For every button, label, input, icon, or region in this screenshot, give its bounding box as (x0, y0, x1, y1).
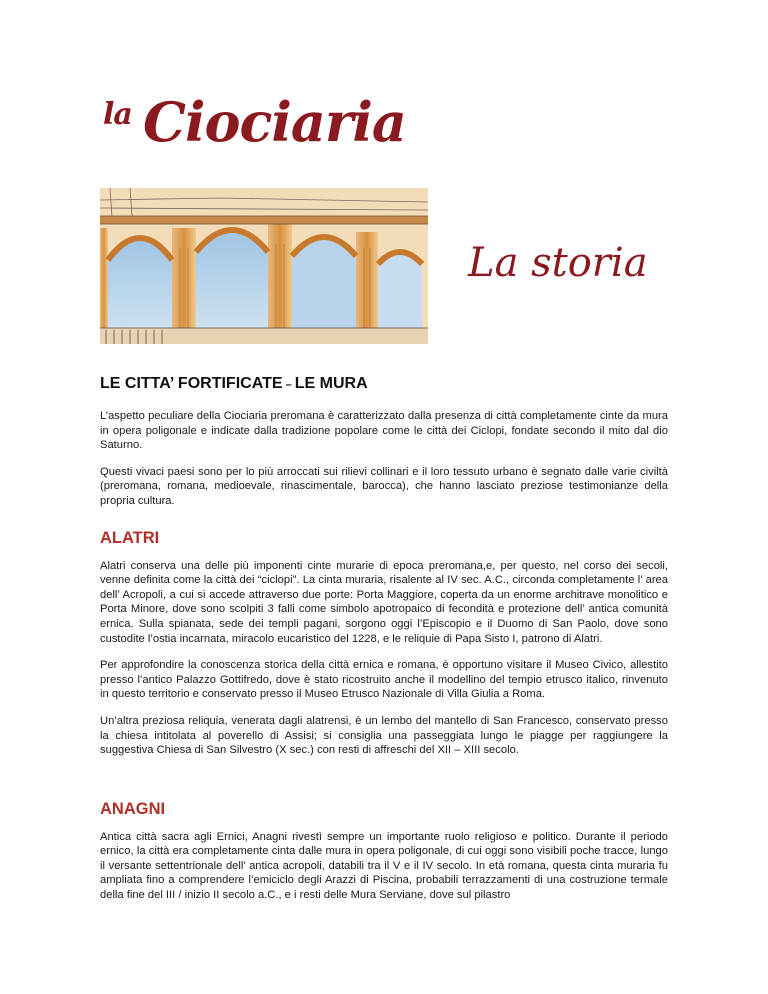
paragraph: Per approfondire la conoscenza storica della città ernica e romana, è opportuno visitare il Museo Civico, allestito presso l’antico Palazzo Gottifredo, dove è stato ricostruito anche il modellino del tempio etrusco italico, rinvenuto in questo territorio e conservato presso il Museo Etrusco Nazionale di Villa Giulia a Roma. (100, 659, 668, 701)
logo-prefix: la (103, 97, 132, 132)
section-heading-alatri: ALATRI (100, 528, 160, 547)
article-body (100, 375, 668, 915)
page-subtitle: La storia (468, 240, 648, 286)
paragraph: Questi vivaci paesi sono per lo più arroccati sui rilievi collinari e il loro tessuto urbano è segnato dalle varie civiltà (preromana, romana, medioevale, rinascimentale, barocca), che hanno lasciato preziose testimonianze della propria cultura. (100, 465, 668, 507)
paragraph: Un’altra preziosa reliquia, venerata dagli alatrensi, è un lembo del mantello di San Francesco, conservato presso la chiesa intitolata al poverello di Assisi; si consiglia una passeggiata lungo le piagge per raggiungere la suggestiva Chiesa di San Silvestro (X sec.) con resti di affreschi del XII – XIII secolo. (100, 714, 668, 757)
heading-part-b: LE MURA (294, 375, 368, 392)
arcade-illustration (100, 188, 428, 344)
section-heading-anagni: ANAGNI (100, 799, 166, 818)
heading-dash: – (282, 379, 295, 391)
spacer (100, 770, 668, 788)
paragraph: Antica città sacra agli Ernici, Anagni rivestì sempre un importante ruolo religioso e politico. Durante il periodo ernico, la città era completamente cinta dalle mura in opera poligonale, di cui oggi sono visibili poche tracce, lungo il versante settentrionale dell’ antica acropoli, databili tra il V e il IV secolo. In età romana, questa cinta muraria fu ampliata fino a comprendere l’emiciclo degli Arazzi di Piscina, probabili terrazzamenti di una costruzione termale della fine del III / inizio II secolo a.C., e i resti delle Mura Serviane, dove sul pilastro (100, 830, 668, 902)
section-heading-citta (100, 375, 668, 393)
logo-name: Ciociaria (143, 90, 406, 154)
paragraph: L’aspetto peculiare della Ciociaria preromana è caratterizzato dalla presenza di città completamente cinte da mura in opera poligonale e indicate dalla tradizione popolare come le città dei Ciclopi, fondate secondo il mito dal dio Saturno. (100, 410, 668, 452)
heading-part-a: LE CITTA’ FORTIFICATE (100, 375, 283, 392)
paragraph: Alatri conserva una delle più imponenti cinte murarie di epoca preromana,e, per questo, nel corso dei secoli, venne definita come la città dei “ciclopi”. La cinta muraria, risalente al IV sec. A.C., circonda completamente l’ area dell’ Acropoli, a cui si accede attraverso due porte: Porta Maggiore, coperta da un enorme architrave monolitico e Porta Minore, dove sono scolpiti 3 falli come simbolo apotropaico di fecondità e protezione dell’ antica comunità ernica. Sulla spianata, sede dei templi pagani, sorgono oggi l’Episcopio e il Duomo di San Paolo, dove sono custodite l’ostia incarnata, miracolo eucaristico del 1228, e le reliquie di Papa Sisto I, patrono di Alatri. (100, 559, 668, 645)
